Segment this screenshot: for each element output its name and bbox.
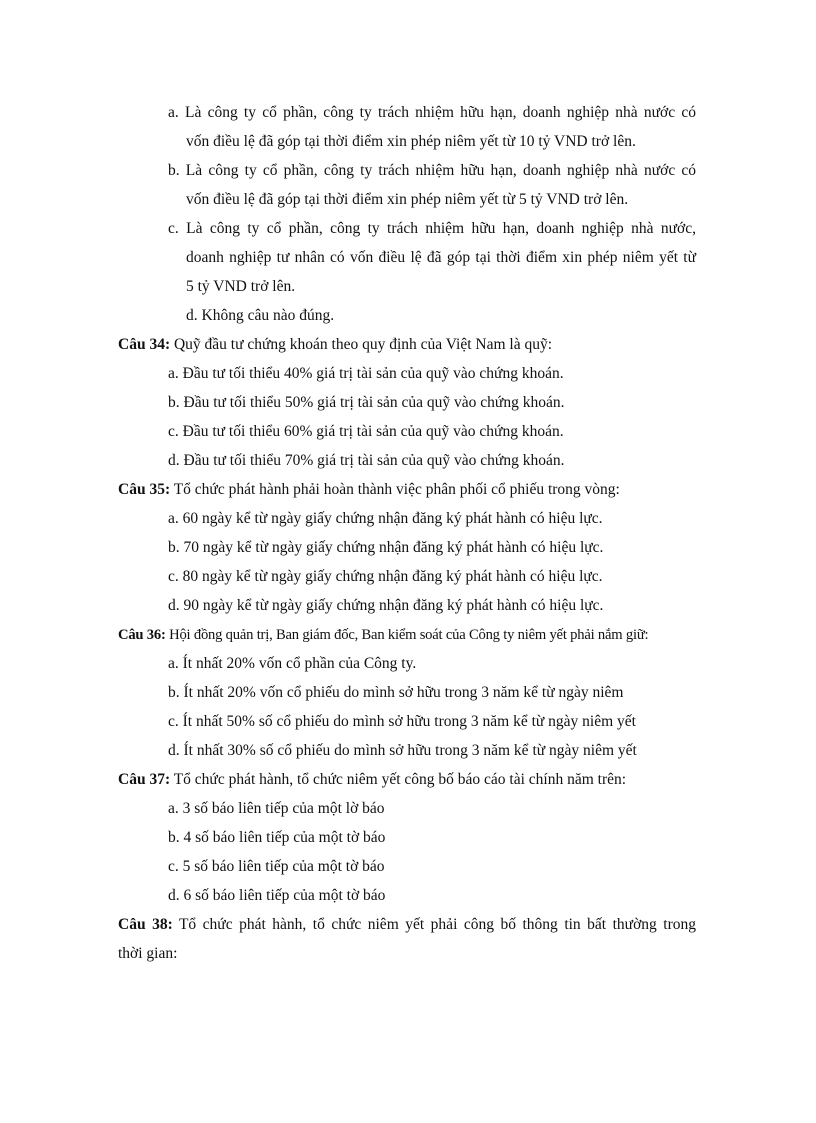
question-37-label: Câu 37: [118,771,171,788]
question-36-label: Câu 36: [118,627,166,643]
question-35-text: Tổ chức phát hành phải hoàn thành việc phân phối cổ phiếu trong vòng: [170,481,620,498]
q36-option-a: a. Ít nhất 20% vốn cổ phần của Công ty. [168,655,417,672]
question-34-label: Câu 34: [118,336,171,353]
question-37 [118,770,626,790]
q33-option-c-line1: c. Là công ty cổ phần, công ty trách nhiệm hữu hạn, doanh nghiệp nhà nước, [168,220,696,237]
q33-option-a-line2: vốn điều lệ đã góp tại thời điểm xin phép niêm yết từ 10 tỷ VND trở lên. [186,133,636,150]
q37-option-a: a. 3 số báo liên tiếp của một lờ báo [168,800,385,817]
question-38-label: Câu 38: [118,916,173,933]
q33-option-c-line2: doanh nghiệp tư nhân có vốn điều lệ đã góp tại thời điểm xin phép niêm yết từ [186,249,696,266]
question-35 [118,480,620,500]
question-38-text-line1: Tổ chức phát hành, tổ chức niêm yết phải công bố thông tin bất thường trong [172,916,696,933]
q36-option-b: b. Ít nhất 20% vốn cổ phiếu do mình sở hữu trong 3 năm kể từ ngày niêm [168,684,624,701]
question-34 [118,335,552,355]
q34-option-d: d. Đầu tư tối thiểu 70% giá trị tài sản của quỹ vào chứng khoán. [168,452,565,469]
q33-option-c-line3: 5 tỷ VND trở lên. [186,278,296,295]
q35-option-b: b. 70 ngày kể từ ngày giấy chứng nhận đăng ký phát hành có hiệu lực. [168,539,604,556]
q35-option-c: c. 80 ngày kể từ ngày giấy chứng nhận đăng ký phát hành có hiệu lực. [168,568,603,585]
q33-option-a-line1: a. Là công ty cổ phần, công ty trách nhiệm hữu hạn, doanh nghiệp nhà nước có [168,104,696,121]
q34-option-b: b. Đầu tư tối thiểu 50% giá trị tài sản của quỹ vào chứng khoán. [168,394,565,411]
question-38-line2: thời gian: [118,945,178,962]
q35-option-d: d. 90 ngày kể từ ngày giấy chứng nhận đăng ký phát hành có hiệu lực. [168,597,604,614]
q35-option-a: a. 60 ngày kể từ ngày giấy chứng nhận đăng ký phát hành có hiệu lực. [168,510,603,527]
question-37-text: Tổ chức phát hành, tổ chức niêm yết công bố báo cáo tài chính năm trên: [170,771,627,788]
question-36 [118,625,648,645]
q37-option-d: d. 6 số báo liên tiếp của một tờ báo [168,887,386,904]
q33-option-b-line2: vốn điều lệ đã góp tại thời điểm xin phép niêm yết từ 5 tỷ VND trở lên. [186,191,629,208]
q34-option-a: a. Đầu tư tối thiểu 40% giá trị tài sản của quỹ vào chứng khoán. [168,365,564,382]
q37-option-c: c. 5 số báo liên tiếp của một tờ báo [168,858,385,875]
q36-option-d: d. Ít nhất 30% số cổ phiếu do mình sở hữu trong 3 năm kể từ ngày niêm yết [168,742,637,759]
question-34-text: Quỹ đầu tư chứng khoán theo quy định của Việt Nam là quỹ: [170,336,553,353]
q34-option-c: c. Đầu tư tối thiểu 60% giá trị tài sản của quỹ vào chứng khoán. [168,423,564,440]
q33-option-d: d. Không câu nào đúng. [186,307,335,324]
q37-option-b: b. 4 số báo liên tiếp của một tờ báo [168,829,386,846]
question-38-line1 [118,915,696,935]
q33-option-b-line1: b. Là công ty cổ phần, công ty trách nhiệm hữu hạn, doanh nghiệp nhà nước có [168,162,696,179]
q36-option-c: c. Ít nhất 50% số cổ phiếu do mình sở hữu trong 3 năm kể từ ngày niêm yết [168,713,636,730]
question-36-text: Hội đồng quản trị, Ban giám đốc, Ban kiểm soát của Công ty niêm yết phải nắm giữ: [165,627,649,643]
question-35-label: Câu 35: [118,481,171,498]
